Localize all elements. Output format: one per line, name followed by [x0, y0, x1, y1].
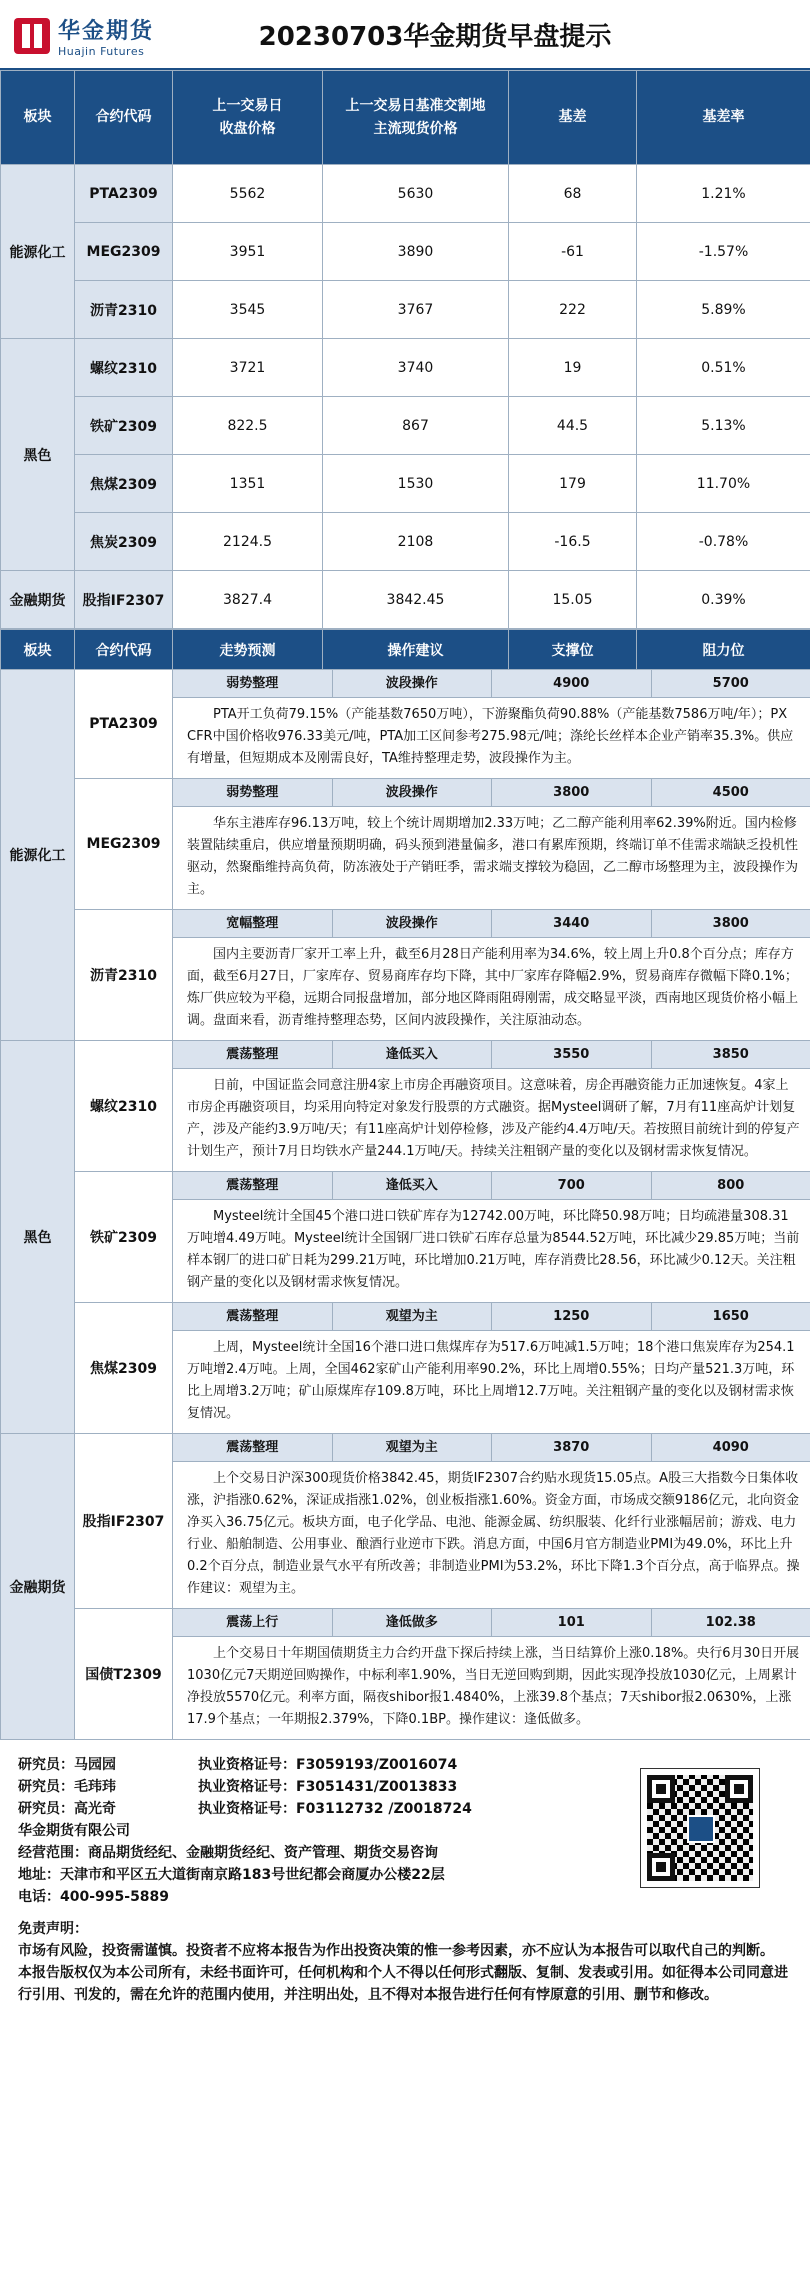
- support: 3550: [492, 1041, 652, 1068]
- strategy-summary: [173, 670, 810, 698]
- col-close-label: 上一交易日 收盘价格: [212, 98, 283, 137]
- advice: 逢低做多: [333, 1609, 493, 1636]
- resistance: 4500: [712, 785, 749, 800]
- table-row: [1, 165, 810, 223]
- sector-cell: 金融期货: [1, 571, 75, 629]
- close-price: 5562: [173, 165, 323, 223]
- contract-code: 股指IF2307: [75, 571, 173, 629]
- table-row: [1, 670, 810, 779]
- close-price: 822.5: [173, 397, 323, 455]
- basis-value: 15.05: [509, 571, 637, 629]
- analysis-cell: [173, 670, 810, 779]
- contract-code: MEG2309: [75, 223, 173, 281]
- spot-price: 1530: [323, 455, 509, 513]
- basis-rate: 0.51%: [637, 339, 810, 397]
- contract-code: 螺纹2310: [75, 339, 173, 397]
- table-row: [1, 455, 810, 513]
- strategy-summary: [173, 1434, 810, 1462]
- basis-value: 222: [509, 281, 637, 339]
- advice: 波段操作: [333, 910, 493, 937]
- basis-rate: -1.57%: [637, 223, 810, 281]
- resistance: 1650: [712, 1309, 749, 1324]
- close-price: 1351: [173, 455, 323, 513]
- strategy-summary: [173, 1041, 810, 1069]
- contract-code: 焦煤2309: [75, 455, 173, 513]
- strategy-summary: [173, 1172, 810, 1200]
- table-row: [1, 339, 810, 397]
- support: 3800: [492, 779, 652, 806]
- table-row: [1, 571, 810, 629]
- col-resist: 阻力位: [637, 630, 810, 670]
- logo-icon: [14, 18, 50, 54]
- trend: 震荡整理: [173, 1434, 333, 1461]
- strategy-body: [1, 670, 810, 1740]
- table-row: [1, 281, 810, 339]
- spot-price: 867: [323, 397, 509, 455]
- analyst-cert: 执业资格证号：F3059193/Z0016074: [198, 1757, 458, 1773]
- sector-cell: 能源化工: [1, 670, 75, 1041]
- basis-value: -16.5: [509, 513, 637, 571]
- sector-cell: 能源化工: [1, 165, 75, 339]
- contract-code: PTA2309: [75, 670, 173, 779]
- trend: 宽幅整理: [173, 910, 333, 937]
- contract-code: 焦煤2309: [75, 1303, 173, 1434]
- business-scope: 经营范围：商品期货经纪、金融期货经纪、资产管理、期货交易咨询: [18, 1845, 438, 1861]
- support: 3440: [492, 910, 652, 937]
- spot-price: 3890: [323, 223, 509, 281]
- company-name: 华金期货有限公司: [18, 1823, 130, 1839]
- resistance: 102.38: [705, 1615, 756, 1630]
- analysis-cell: [173, 1434, 810, 1609]
- close-price: 3545: [173, 281, 323, 339]
- table-row: [1, 397, 810, 455]
- basis-value: 19: [509, 339, 637, 397]
- analysis-text: 上个交易日十年期国债期货主力合约开盘下探后持续上涨，当日结算价上涨0.18%。央行6月30日开展1030亿元7天期逆回购操作，中标利率1.90%，当日无逆回购到期，因此实现净投放1030亿元，上周累计净投放5570亿元。利率方面，隔夜shibor报1.4840%，上涨39.8个基点；7天shibor报2.0630%，上涨17.9个基点；一年期报2.379%，下降0.1BP。操作建议：逢低做多。: [187, 1646, 800, 1727]
- contract-code: 股指IF2307: [75, 1434, 173, 1609]
- table-row: [1, 1041, 810, 1172]
- analysis-text: 国内主要沥青厂家开工率上升，截至6月28日产能利用率为34.6%，较上周上升0.8个百分点；库存方面，截至6月27日，厂家库存、贸易商库存均下降，其中厂家库存降幅2.9%，贸易商库存微幅下降0.1%；炼厂供应较为平稳，远期合同报盘增加，部分地区降雨阻碍刚需，成交略显平淡，西南地区现货价格小幅上调。盘面来看，沥青维持整理态势，区间内波段操作，关注原油动态。: [187, 947, 799, 1028]
- trend: 震荡整理: [173, 1041, 333, 1068]
- disclaimer-text-1: 市场有风险，投资需谨慎。投资者不应将本报告为作出投资决策的惟一参考因素，亦不应认为本报告可以取代自己的判断。: [18, 1943, 774, 1959]
- company-address: 地址：天津市和平区五大道街南京路183号世纪都会商厦办公楼22层: [18, 1867, 445, 1883]
- basis-value: 44.5: [509, 397, 637, 455]
- col-basis: 基差: [509, 71, 637, 165]
- col-sector: 板块: [1, 71, 75, 165]
- col-trend: 走势预测: [173, 630, 323, 670]
- disclaimer-text-2: 本报告版权仅为本公司所有，未经书面许可，任何机构和个人不得以任何形式翻版、复制、发表或引用。如征得本公司同意进行引用、刊发的，需在允许的范围内使用，并注明出处，且不得对本报告进行任何有悖原意的引用、删节和修改。: [18, 1965, 788, 2003]
- basis-rate: -0.78%: [637, 513, 810, 571]
- col-code: 合约代码: [75, 71, 173, 165]
- col-close: [173, 71, 323, 165]
- strategy-summary: [173, 1303, 810, 1331]
- resistance: 800: [717, 1178, 745, 1193]
- analysis-text: 华东主港库存96.13万吨，较上个统计周期增加2.33万吨；乙二醇产能利用率62.39%附近。国内检修装置陆续重启，供应增量预期明确，码头预到港量偏多，港口有累库预期，终端订单不佳需求端缺乏投机性驱动，然聚酯维持高负荷，防冻液处于产销旺季，需求端支撑较为稳固，乙二醇市场整理为主，波段操作为主。: [187, 816, 799, 897]
- table-row: [1, 513, 810, 571]
- resistance: 3850: [712, 1047, 749, 1062]
- analysis-cell: [173, 1303, 810, 1434]
- basis-value: 68: [509, 165, 637, 223]
- spot-price: 3842.45: [323, 571, 509, 629]
- analysis-cell: [173, 910, 810, 1041]
- basis-rate: 11.70%: [637, 455, 810, 513]
- analysis-cell: [173, 779, 810, 910]
- disclaimer: [18, 1918, 792, 2006]
- spot-price: 5630: [323, 165, 509, 223]
- support: 1250: [492, 1303, 652, 1330]
- table-row: [1, 223, 810, 281]
- trend: 震荡整理: [173, 1303, 333, 1330]
- contract-code: 铁矿2309: [75, 1172, 173, 1303]
- close-price: 3951: [173, 223, 323, 281]
- logo-en: Huajin Futures: [58, 45, 145, 58]
- col-rate: 基差率: [637, 71, 810, 165]
- logo-cn: 华金期货: [58, 19, 155, 44]
- trend: 弱势整理: [173, 670, 333, 697]
- table-row: [1, 910, 810, 1041]
- basis-rate: 0.39%: [637, 571, 810, 629]
- qr-code-icon: [640, 1768, 760, 1888]
- basis-rate: 1.21%: [637, 165, 810, 223]
- support: 700: [492, 1172, 652, 1199]
- page-title: 20230703华金期货早盘提示: [258, 21, 612, 52]
- advice: 波段操作: [333, 779, 493, 806]
- resistance: 4090: [712, 1440, 749, 1455]
- col-support: 支撑位: [509, 630, 637, 670]
- company-logo: [14, 14, 154, 58]
- col-code: 合约代码: [75, 630, 173, 670]
- contract-code: 沥青2310: [75, 281, 173, 339]
- close-price: 3827.4: [173, 571, 323, 629]
- analyst-cert: 执业资格证号：F03112732 /Z0018724: [198, 1801, 472, 1817]
- strategy-table: [0, 629, 810, 1740]
- spot-price: 2108: [323, 513, 509, 571]
- analyst-cert: 执业资格证号：F3051431/Z0013833: [198, 1779, 458, 1795]
- table-row: [1, 1172, 810, 1303]
- analysis-text: PTA开工负荷79.15%（产能基数7650万吨），下游聚酯负荷90.88%（产能基数7586万吨/年）；PX CFR中国价格收976.33美元/吨，PTA加工区间参考275.98元/吨；涤纶长丝样本企业产销率35.3%。供应有增量，但短期成本及刚需良好，TA维持整理走势，波段操作为主。: [187, 707, 794, 766]
- col-sector: 板块: [1, 630, 75, 670]
- contract-code: 螺纹2310: [75, 1041, 173, 1172]
- analysis-cell: [173, 1172, 810, 1303]
- sector-cell: 黑色: [1, 339, 75, 571]
- trend: 震荡整理: [173, 1172, 333, 1199]
- advice: 观望为主: [333, 1434, 493, 1461]
- table-row: [1, 779, 810, 910]
- table-row: [1, 1303, 810, 1434]
- analysis-cell: [173, 1041, 810, 1172]
- contract-code: 沥青2310: [75, 910, 173, 1041]
- analyst-name: 研究员：高光奇: [18, 1801, 116, 1817]
- analysis-text: Mysteel统计全国45个港口进口铁矿库存为12742.00万吨，环比降50.98万吨；日均疏港量308.31万吨增4.49万吨。Mysteel统计全国钢厂进口铁矿石库存总量为8544.52万吨，环比减少29.85万吨；当前样本钢厂的进口矿日耗为299.21万吨，环比增加0.21万吨，库存消费比28.56，环比减少0.12天。关注粗钢产量的变化以及钢材需求恢复情况。: [187, 1209, 800, 1290]
- contract-code: PTA2309: [75, 165, 173, 223]
- contract-code: 铁矿2309: [75, 397, 173, 455]
- basis-value: 179: [509, 455, 637, 513]
- strategy-header-row: [1, 630, 810, 670]
- basis-value: -61: [509, 223, 637, 281]
- support: 101: [492, 1609, 652, 1636]
- table-row: [1, 1434, 810, 1609]
- sector-cell: 金融期货: [1, 1434, 75, 1740]
- contract-code: 焦炭2309: [75, 513, 173, 571]
- analyst-name: 研究员：马园园: [18, 1757, 116, 1773]
- trend: 震荡上行: [173, 1609, 333, 1636]
- close-price: 3721: [173, 339, 323, 397]
- advice: 观望为主: [333, 1303, 493, 1330]
- analyst-name: 研究员：毛玮玮: [18, 1779, 116, 1795]
- strategy-summary: [173, 910, 810, 938]
- analysis-text: 日前，中国证监会同意注册4家上市房企再融资项目。这意味着，房企再融资能力正加速恢复。4家上市房企再融资项目，均采用向特定对象发行股票的方式融资。据Mysteel调研了解，7月有11座高炉计划复产，涉及产能约3.9万吨/天；有11座高炉计划停检修，涉及产能约4.4万吨/天。若按照目前统计到的停复产计划生产，预计7月日均铁水产量244.1万吨/天。持续关注粗钢产量的变化以及钢材需求恢复情况。: [187, 1078, 800, 1159]
- advice: 逢低买入: [333, 1041, 493, 1068]
- close-price: 2124.5: [173, 513, 323, 571]
- basis-rate: 5.13%: [637, 397, 810, 455]
- analysis-cell: [173, 1609, 810, 1740]
- sector-cell: 黑色: [1, 1041, 75, 1434]
- spot-price: 3767: [323, 281, 509, 339]
- table-row: [1, 1609, 810, 1740]
- disclaimer-title: 免责声明：: [18, 1921, 88, 1937]
- col-advice: 操作建议: [323, 630, 509, 670]
- resistance: 5700: [712, 676, 749, 691]
- spot-price: 3740: [323, 339, 509, 397]
- basis-rate: 5.89%: [637, 281, 810, 339]
- support: 3870: [492, 1434, 652, 1461]
- advice: 逢低买入: [333, 1172, 493, 1199]
- company-phone: 电话：400-995-5889: [18, 1889, 170, 1905]
- contract-code: MEG2309: [75, 779, 173, 910]
- report-header: [0, 0, 810, 70]
- col-spot: [323, 71, 509, 165]
- basis-table: [0, 70, 810, 629]
- strategy-summary: [173, 779, 810, 807]
- contract-code: 国债T2309: [75, 1609, 173, 1740]
- advice: 波段操作: [333, 670, 493, 697]
- col-spot-label: 上一交易日基准交割地 主流现货价格: [345, 98, 486, 137]
- strategy-summary: [173, 1609, 810, 1637]
- support: 4900: [492, 670, 652, 697]
- analysis-text: 上周，Mysteel统计全国16个港口进口焦煤库存为517.6万吨减1.5万吨；18个港口焦炭库存为254.1万吨增2.4万吨。上周，全国462家矿山产能利用率90.2%，环比上周增0.55%；日均产量521.3万吨，环比上周增3.2万吨；矿山原煤库存109.8万吨，环比上周增12.7万吨。关注粗钢产量的变化以及钢材需求恢复情况。: [187, 1340, 795, 1421]
- resistance: 3800: [712, 916, 749, 931]
- basis-header-row: [1, 71, 810, 165]
- report-footer: [0, 1740, 810, 2020]
- trend: 弱势整理: [173, 779, 333, 806]
- analysis-text: 上个交易日沪深300现货价格3842.45，期货IF2307合约贴水现货15.05点。A股三大指数今日集体收涨，沪指涨0.62%，深证成指涨1.02%，创业板指涨1.60%。资金方面，市场成交额9186亿元，北向资金净买入36.75亿元。板块方面，电子化学品、电池、能源金属、纺织服装、化纤行业涨幅居前；游戏、电力行业、船舶制造、公用事业、酿酒行业逆市下跌。消息方面，中国6月官方制造业PMI为49.0%，环比上升0.2个百分点，制造业景气水平有所改善；非制造业PMI为53.2%，环比下降1.3个百分点，高于临界点。操作建议：观望为主。: [187, 1471, 800, 1596]
